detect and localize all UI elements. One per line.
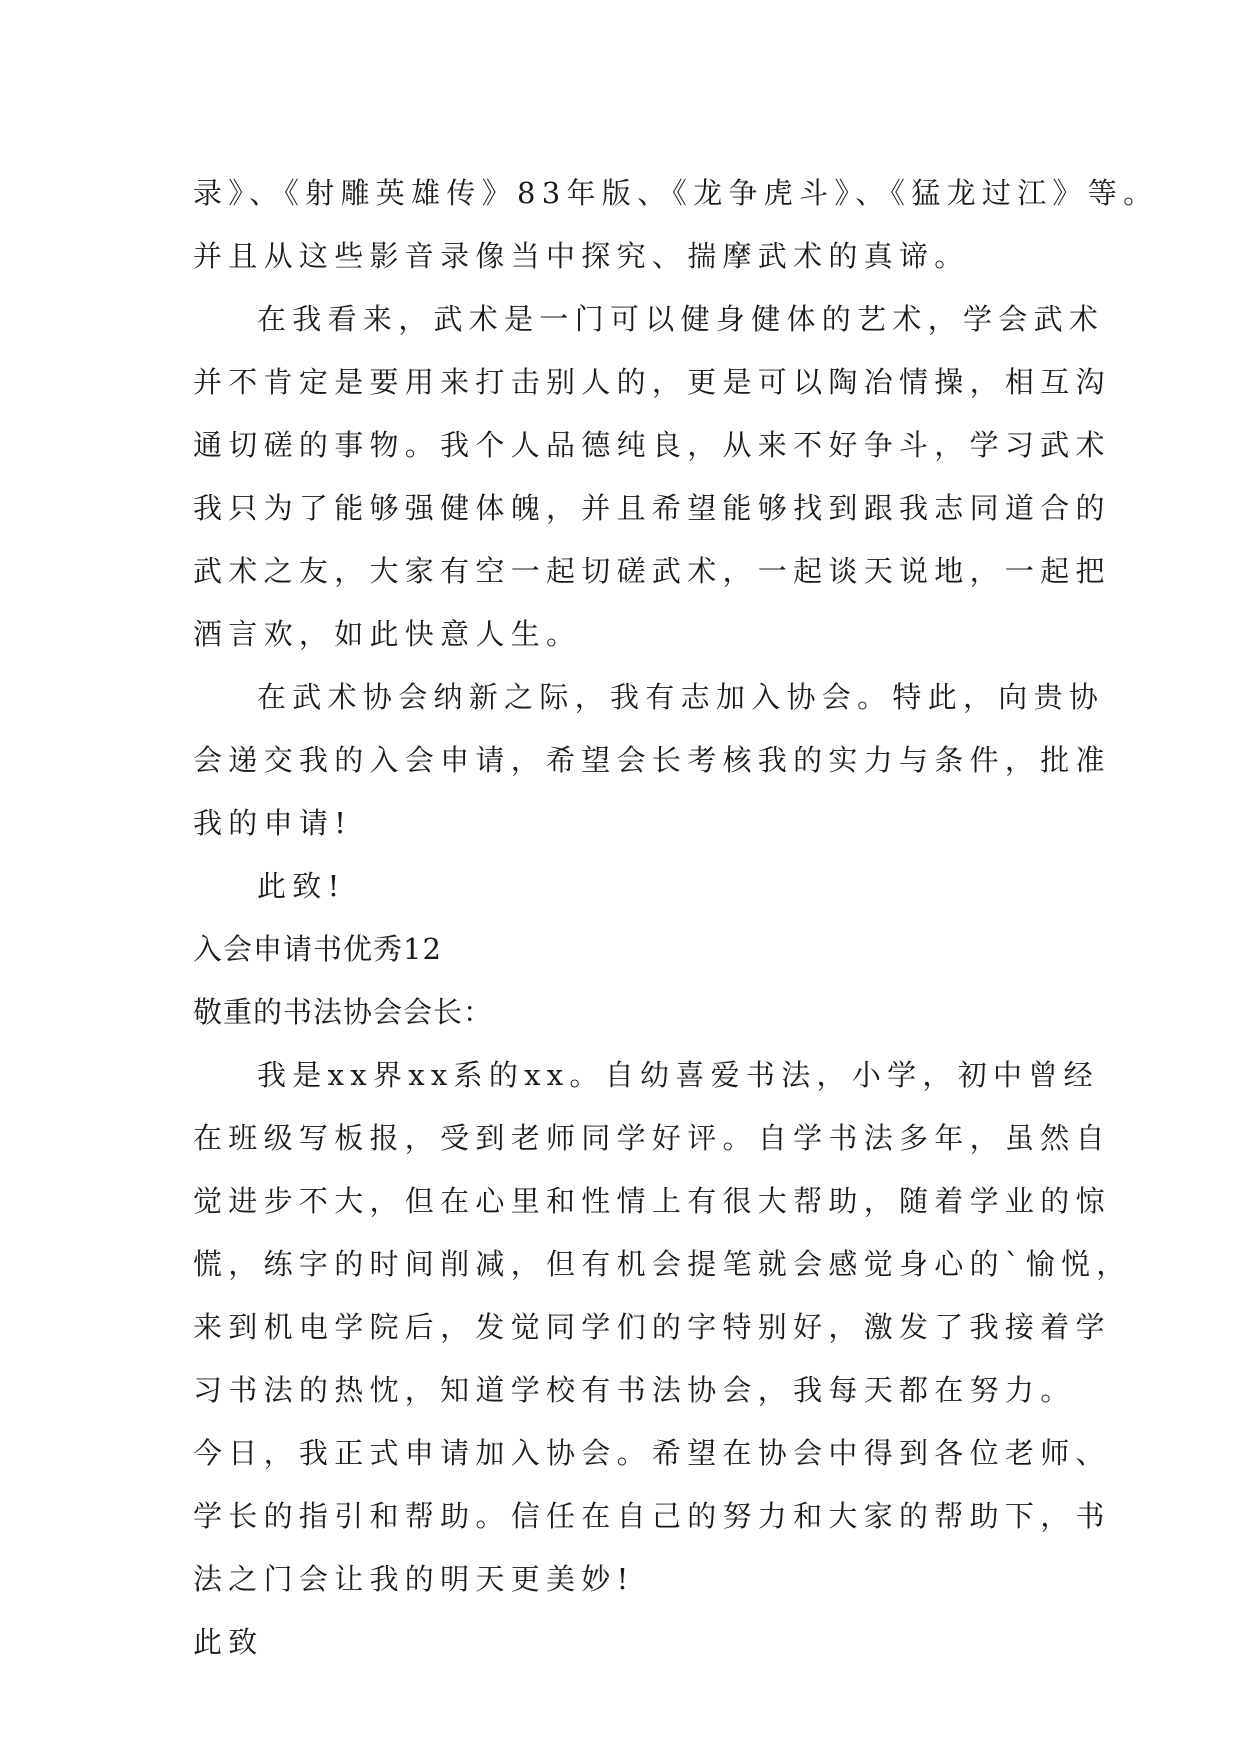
text-line: 我的申请! — [193, 806, 353, 840]
document-page — [193, 162, 1159, 1674]
paragraph-start-line: 我是xx界xx系的xx。自幼喜爱书法，小学，初中曾经 — [257, 1058, 1099, 1092]
text-line: 会递交我的入会申请，希望会长考核我的实力与条件，批准 — [193, 743, 1111, 777]
text-line: 习书法的热忱，知道学校有书法协会，我每天都在努力。 — [193, 1373, 1076, 1407]
text-line: 法之门会让我的明天更美妙! — [193, 1562, 635, 1596]
text-line: 慌，练字的时间削减，但有机会提笔就会感觉身心的`愉悦， — [193, 1247, 1132, 1281]
letter-greeting: 敬重的书法协会会长： — [193, 995, 494, 1029]
closing-salutation: 此致 — [193, 1625, 264, 1659]
text-line: 来到机电学院后，发觉同学们的字特别好，激发了我接着学 — [193, 1310, 1111, 1344]
text-line: 并且从这些影音录像当中探究、揣摩武术的真谛。 — [193, 239, 970, 273]
text-line: 我只为了能够强健体魄，并且希望能够找到跟我志同道合的 — [193, 491, 1111, 525]
paragraph-start-line: 在武术协会纳新之际，我有志加入协会。特此，向贵协 — [257, 680, 1105, 714]
text-line: 觉进步不大，但在心里和性情上有很大帮助，随着学业的惊 — [193, 1184, 1111, 1218]
text-line: 通切磋的事物。我个人品德纯良，从来不好争斗，学习武术 — [193, 428, 1111, 462]
text-line: 酒言欢，如此快意人生。 — [193, 617, 582, 651]
paragraph-start-line: 在我看来，武术是一门可以健身健体的艺术，学会武术 — [257, 302, 1105, 336]
text-line: 在班级写板报，受到老师同学好评。自学书法多年，虽然自 — [193, 1121, 1111, 1155]
text-line: 并不肯定是要用来打击别人的，更是可以陶冶情操，相互沟 — [193, 365, 1111, 399]
text-line: 武术之友，大家有空一起切磋武术，一起谈天说地，一起把 — [193, 554, 1111, 588]
text-line: 录》、《射雕英雄传》83年版、《龙争虎斗》、《猛龙过江》等。 — [193, 176, 1159, 210]
section-heading: 入会申请书优秀12 — [193, 932, 442, 966]
text-line: 今日，我正式申请加入协会。希望在协会中得到各位老师、 — [193, 1436, 1111, 1470]
text-line: 学长的指引和帮助。信任在自己的努力和大家的帮助下，书 — [193, 1499, 1111, 1533]
closing-salutation: 此致! — [257, 869, 346, 903]
